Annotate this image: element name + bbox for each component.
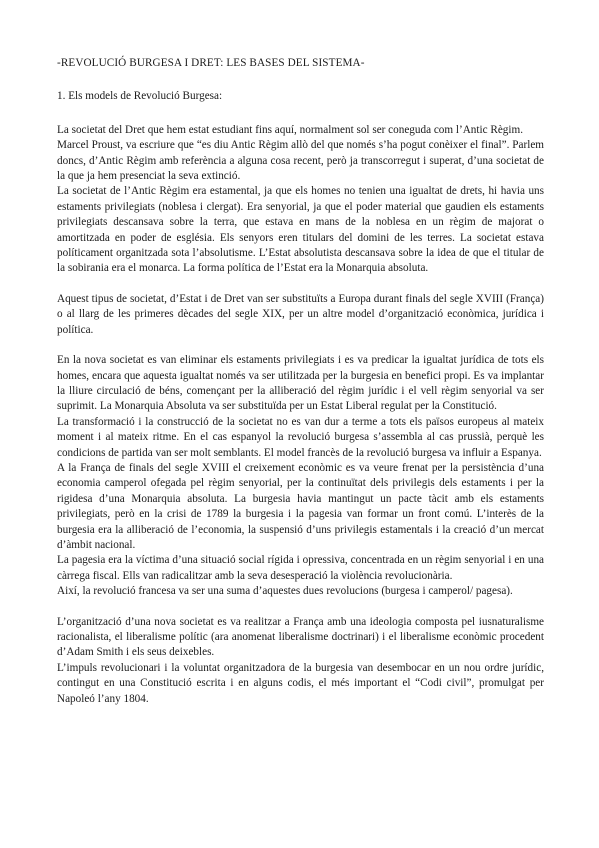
paragraph-spacer (57, 600, 544, 615)
section-heading: 1. Els models de Revolució Burgesa: (57, 90, 223, 103)
paragraph-transformation: La transformació i la construcció de la societat no es van dur a terme a tots els països europeus al mateix moment i al mateix ritme. En el cas espanyol la revolució burgesa s’assembla al cas prussià, perquè les condicions de partida van ser molt semblants. El model francès de la revolució burgesa va influir a Espanya. (57, 415, 544, 459)
paragraph-spacer (57, 338, 544, 353)
paragraph-summary: Així, la revolució francesa va ser una suma d’aquestes dues revolucions (burgesa i camperol/ pagesa). (57, 585, 513, 598)
paragraph-spacer (57, 277, 544, 292)
document-title: -REVOLUCIÓ BURGESA I DRET: LES BASES DEL SISTEMA- (57, 57, 365, 69)
paragraph-antic-regim-intro: La societat del Dret que hem estat estudiant fins aquí, normalment sol ser coneguda com l’Antic Règim. (57, 123, 524, 136)
paragraph-france: A la França de finals del segle XVIII el creixement econòmic es va veure frenat per la persistència d’una economia camperol ofegada pel règim senyorial, per la continuïtat dels privilegis dels estaments i per la rigidesa d’una Monarquia absoluta. La burgesia havia mantingut un pacte tàcit amb els estaments privilegiats, però en la crisi de 1789 la burgesia i la pagesia van formar un front comú. L’interès de la burgesia era la alliberació de l’economia, la suspensió d’uns privilegis estamentals i la creació d’un mercat d’àmbit nacional. (57, 461, 544, 551)
paragraph-pagesia: La pagesia era la víctima d’una situació social rígida i opressiva, concentrada en un règim senyorial i en una càrrega fiscal. Ells van radicalitzar amb la seva desesperació la violència revolucionària. (57, 554, 544, 582)
paragraph-ideology: L’organització d’una nova societat es va realitzar a França amb una ideologia composta pel iusnaturalisme racionalista, el liberalisme polític (ara anomenat liberalisme doctrinari) i el liberalisme econòmic procedent d’Adam Smith i els seus deixebles. (57, 615, 544, 659)
paragraph-civil-code: L’impuls revolucionari i la voluntat organitzadora de la burgesia van desembocar en un nou ordre jurídic, contingut en una Constitució escrita i en alguns codis, el més important el “Codi civil”, promulgat per Napoleó l’any 1804. (57, 661, 544, 705)
paragraph-new-society: En la nova societat es van eliminar els estaments privilegiats i es va predicar la igualtat jurídica de tots els homes, encara que aquesta igualtat només va ser utilitzada per la burgesia en benefici propi. Es va implantar la lliure circulació de béns, començant per la alliberació del règim jurídic i el vell règim senyorial va ser suprimit. La Monarquia Absoluta va ser substituïda per un Estat Liberal regulat per la Constitució. (57, 354, 544, 413)
paragraph-substitution: Aquest tipus de societat, d’Estat i de Dret van ser substituïts a Europa durant finals del segle XVIII (França) o al llarg de les primeres dècades del segle XIX, per un altre model d’organització econòmica, jurídica i política. (57, 292, 544, 336)
paragraph-estamental-society: La societat de l’Antic Règim era estamental, ja que els homes no tenien una igualtat de drets, hi havia uns estaments privilegiats (noblesa i clergat). Era senyorial, ja que el poder material que gaudien els estaments privilegiats descansava sobre la terra, que estava en mans de la noblesa en un règim de majorat o amortitzada en poder de església. Els senyors eren titulars del domini de les terres. La societat estava políticament organitzada sota l’absolutisme. L’Estat absolutista descansava sobre la idea de que el titular de la sobirania era el monarca. La forma política de l’Estat era la Monarquia absoluta. (57, 185, 544, 275)
document-page (57, 56, 544, 707)
paragraph-proust-quote: Marcel Proust, va escriure que “es diu Antic Règim allò del que només s’ha pogut conèixer el final”. Parlem doncs, d’Antic Règim amb referència a alguna cosa recent, però ja transcorregut i superat, d’una societat de la que ja hem presenciat la seva extinció. (57, 139, 544, 183)
